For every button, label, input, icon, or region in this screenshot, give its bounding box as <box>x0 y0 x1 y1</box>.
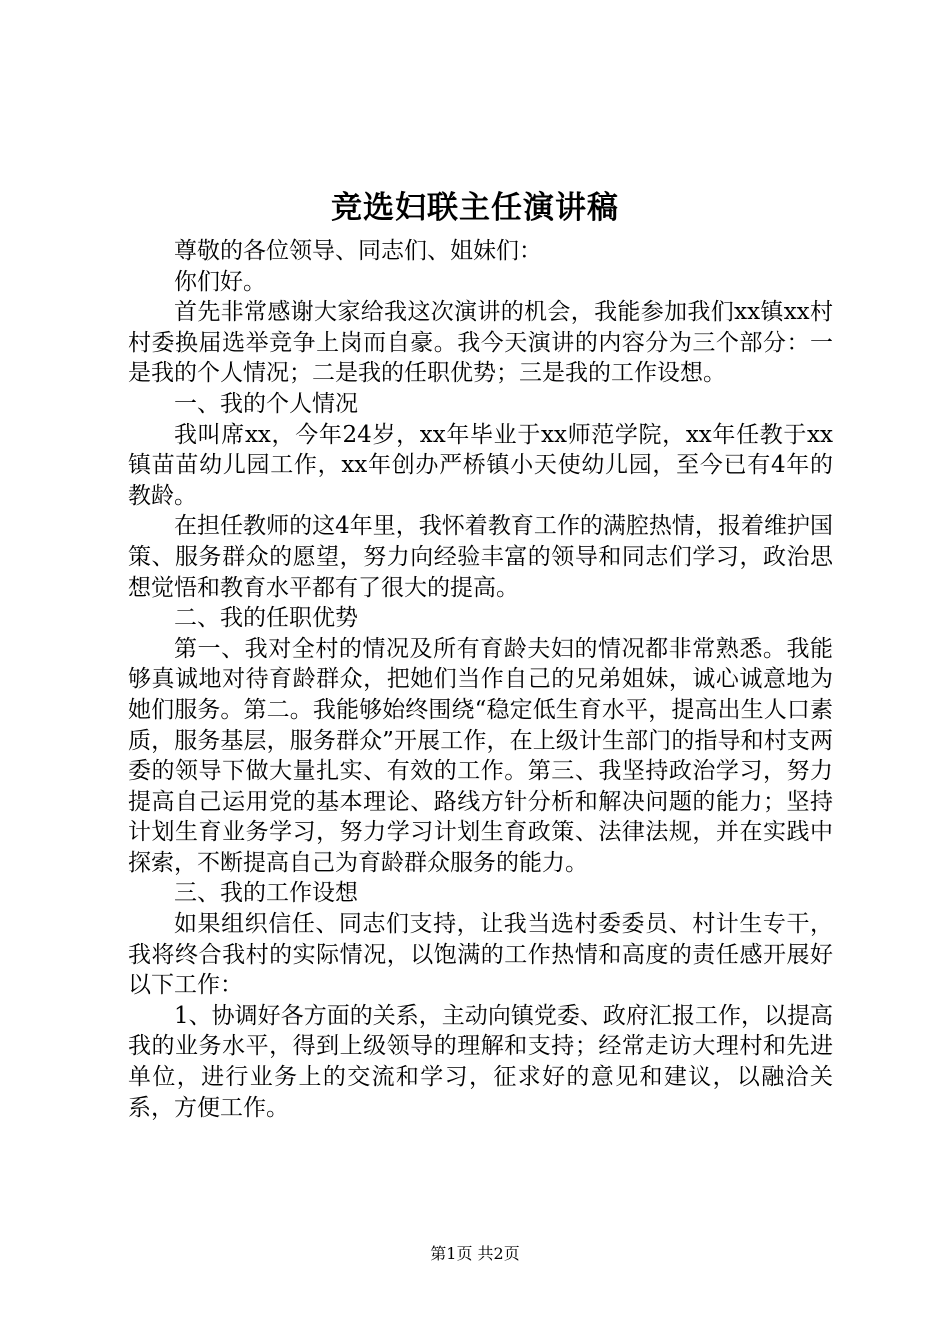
salutation: 尊敬的各位领导、同志们、姐妹们： <box>174 238 542 264</box>
paragraph-teaching: 在担任教师的这4年里，我怀着教育工作的满腔热情，报着维护国策、服务群众的愿望，努力向经验丰富的领导和同志们学习，政治思想觉悟和教育水平都有了很大的提高。 <box>128 513 833 601</box>
section-heading-personal: 一、我的个人情况 <box>174 390 358 417</box>
paragraph-plans-intro: 如果组织信任、同志们支持，让我当选村委委员、村计生专干，我将终合我村的实际情况，以饱满的工作热情和高度的责任感开展好以下工作： <box>128 911 833 999</box>
paragraph-advantages: 第一、我对全村的情况及所有育龄夫妇的情况都非常熟悉。我能够真诚地对待育龄群众，把她们当作自己的兄弟姐妹，诚心诚意地为她们服务。第二。我能够始终围绕“稳定低生育水平，提高出生人口素质，服务基层，服务群众”开展工作，在上级计生部门的指导和村支两委的领导下做大量扎实、有效的工作。第三、我坚持政治学习，努力提高自己运用党的基本理论、路线方针分析和解决问题的能力；坚持计划生育业务学习，努力学习计划生育政策、法律法规，并在实践中探索，不断提高自己为育龄群众服务的能力。 <box>128 635 833 876</box>
document-title: 竞选妇联主任演讲稿 <box>331 190 619 226</box>
paragraph-intro: 首先非常感谢大家给我这次演讲的机会，我能参加我们xx镇xx村村委换届选举竞争上岗而自豪。我今天演讲的内容分为三个部分：一是我的个人情况；二是我的任职优势；三是我的工作设想。 <box>128 299 833 387</box>
paragraph-personal: 我叫席xx，今年24岁，xx年毕业于xx师范学院，xx年任教于xx镇苗苗幼儿园工作，xx年创办严桥镇小天使幼儿园，至今已有4年的教龄。 <box>128 421 833 509</box>
page-footer: 第1页 共2页 <box>430 1244 520 1263</box>
greeting: 你们好。 <box>174 268 266 295</box>
section-heading-advantages: 二、我的任职优势 <box>174 605 358 632</box>
document-body <box>128 236 833 1123</box>
section-heading-plans: 三、我的工作设想 <box>174 880 358 907</box>
paragraph-plan-1: 1、协调好各方面的关系，主动向镇党委、政府汇报工作，以提高我的业务水平，得到上级领导的理解和支持；经常走访大理村和先进单位，进行业务上的交流和学习，征求好的意见和建议，以融洽关系，方便工作。 <box>128 1002 833 1121</box>
